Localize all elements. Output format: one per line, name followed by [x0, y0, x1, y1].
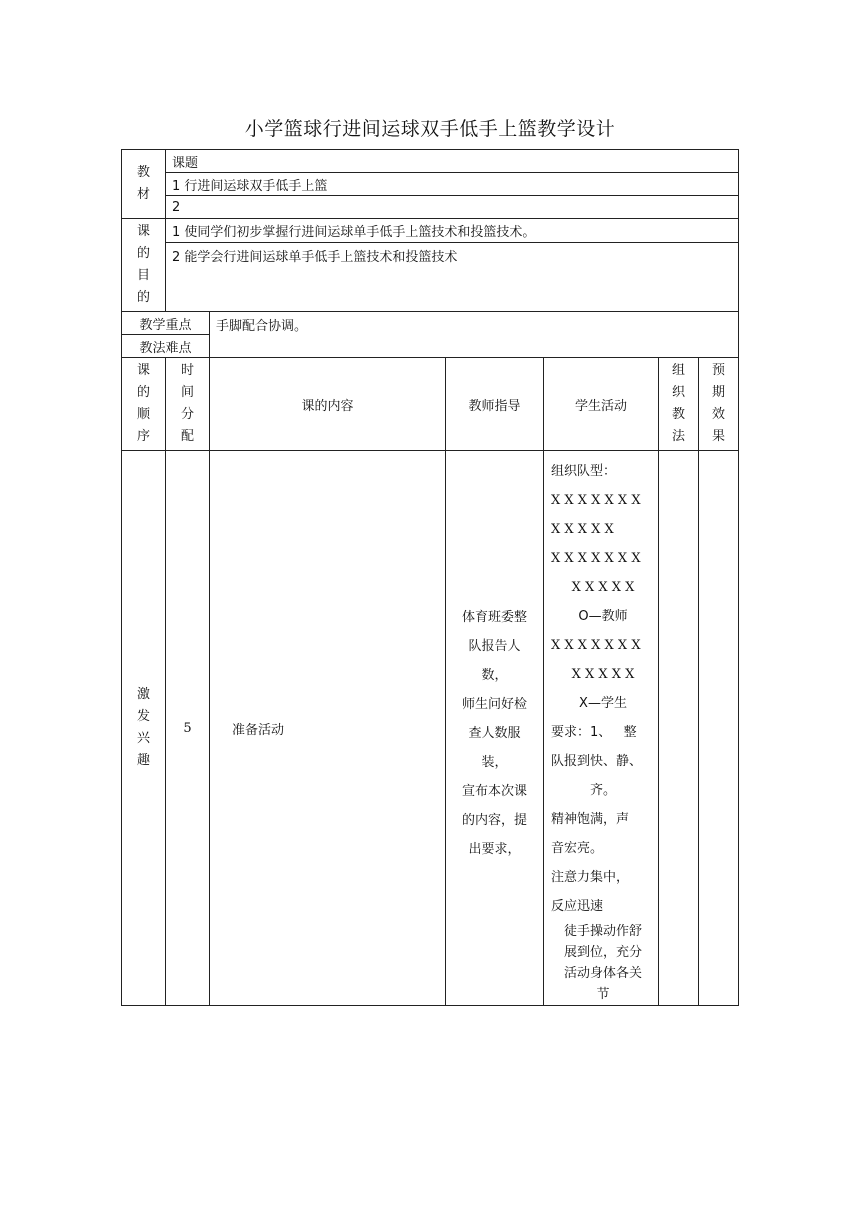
key-points-label: 教学重点: [122, 312, 210, 335]
header-student: 学生活动: [544, 358, 659, 451]
teacher-mark: O—教师: [578, 609, 628, 624]
row1-content: 准备活动: [232, 722, 285, 738]
warmup-text: 节: [596, 987, 610, 1002]
lesson-plan-table: [121, 149, 739, 1006]
objective-item-2: 2 能学会行进间运球单手低手上篮技术和投篮技术: [166, 242, 739, 311]
header-order: 课的顺序: [122, 358, 166, 451]
page-title: 小学篮球行进间运球双手低手上篮教学设计: [244, 118, 616, 140]
objectives-label-cell: [122, 219, 166, 312]
warmup-text: 展到位，充分: [563, 945, 642, 960]
row1-content-cell: [210, 451, 446, 1006]
formation-row: X X X X X X X: [551, 638, 641, 653]
row1-org: [659, 451, 699, 1006]
material-topic-label: 课题: [166, 150, 739, 173]
requirement-text: 齐。: [589, 783, 616, 798]
focus-text: 反应迅速: [551, 899, 604, 914]
row1-student: [544, 451, 659, 1006]
material-label-cell: [122, 150, 166, 219]
key-points-value: 手脚配合协调。: [210, 312, 739, 358]
formation-row: X X X X X: [571, 667, 635, 682]
row1-effect: [699, 451, 739, 1006]
header-time: 时间分配: [166, 358, 210, 451]
formation-row: X X X X X X X: [551, 493, 641, 508]
warmup-text: 徒手操动作舒: [563, 924, 642, 939]
formation-row: X X X X X: [571, 580, 635, 595]
spirit-text: 音宏亮。: [551, 841, 604, 856]
header-org: 组织教法: [659, 358, 699, 451]
formation-label: 组织队型：: [551, 464, 617, 479]
objective-item-1: 1 使同学们初步掌握行进间运球单手低手上篮技术和投篮技术。: [166, 219, 739, 243]
spirit-text: 精神饱满，声: [551, 812, 630, 827]
material-item-2: 2: [166, 196, 739, 219]
focus-text: 注意力集中，: [551, 870, 630, 885]
material-label: 教材: [136, 165, 150, 202]
header-effect: 预期效果: [699, 358, 739, 451]
difficulty-label: 教法难点: [122, 335, 210, 358]
row1-teacher: 体育班委整 队报告人 数， 师生问好检 查人数服 装， 宣布本次课 的内容，提 出要求，: [446, 451, 544, 1006]
row1-time: 5: [166, 451, 210, 1006]
objectives-label: 课的目的: [136, 224, 150, 305]
requirement-text: 队报到快、静、: [551, 754, 643, 769]
formation-row: X X X X X X X: [551, 551, 641, 566]
formation-row: X X X X X: [551, 522, 614, 537]
header-teacher: 教师指导: [446, 358, 544, 451]
warmup-text: 活动身体各关: [563, 966, 642, 981]
requirement-text: 要求：1、 整: [551, 725, 637, 740]
student-mark: X—学生: [579, 696, 627, 711]
header-content: 课的内容: [210, 358, 446, 451]
row1-order: 激发兴趣: [122, 451, 166, 1006]
material-item-1: 1 行进间运球双手低手上篮: [166, 173, 739, 196]
